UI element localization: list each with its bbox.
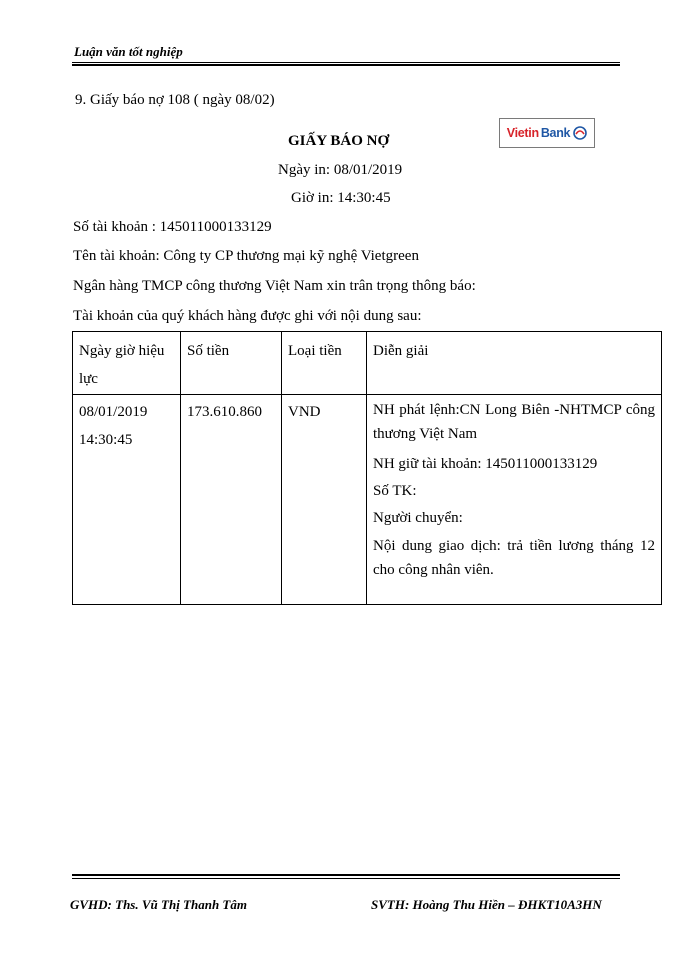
section-heading: 9. Giấy báo nợ 108 ( ngày 08/02) (75, 92, 275, 108)
footer-advisor: GVHD: Ths. Vũ Thị Thanh Tâm (70, 897, 247, 912)
logo-text-blue: Bank (540, 126, 571, 140)
desc-transaction-content: Nội dung giao dịch: trả tiền lương tháng 12 cho công nhân viên. (373, 538, 655, 578)
header-currency: Loại tiền (282, 332, 367, 395)
table-header-row (73, 332, 662, 395)
header-description: Diễn giải (367, 332, 662, 395)
desc-account-no: Số TK: (373, 483, 417, 499)
cell-description (367, 395, 662, 605)
bank-notice: Ngân hàng TMCP công thương Việt Nam xin trân trọng thông báo: (73, 278, 476, 294)
account-name: Tên tài khoản: Công ty CP thương mại kỹ nghệ Vietgreen (73, 248, 419, 264)
desc-holding-bank: NH giữ tài khoản: 145011000133129 (373, 456, 598, 472)
footer-rule-thick (72, 874, 620, 876)
cell-amount: 173.610.860 (181, 395, 282, 605)
cell-effective-datetime (73, 395, 181, 605)
print-time: Giờ in: 14:30:45 (291, 190, 391, 206)
footer-rule-thin (72, 878, 620, 879)
account-number: Số tài khoản : 145011000133129 (73, 219, 272, 235)
header-amount: Số tiền (181, 332, 282, 395)
header-effective-datetime: Ngày giờ hiệu lực (73, 332, 181, 395)
debit-notice-table (72, 331, 662, 605)
notice-title: GIẤY BÁO NỢ (288, 133, 390, 149)
print-date: Ngày in: 08/01/2019 (278, 162, 403, 178)
cell-currency: VND (282, 395, 367, 605)
header-rule-thin (72, 62, 620, 63)
vietinbank-logo (499, 118, 595, 148)
cell-time: 14:30:45 (79, 432, 133, 448)
account-intro: Tài khoản của quý khách hàng được ghi với nội dung sau: (73, 308, 422, 324)
cell-date: 08/01/2019 (79, 404, 148, 420)
table-row (73, 395, 662, 605)
header-rule-thick (72, 64, 620, 66)
logo-swirl-icon (573, 126, 587, 140)
footer-student: SVTH: Hoàng Thu Hiền – ĐHKT10A3HN (371, 897, 602, 912)
desc-sender: Người chuyển: (373, 510, 463, 526)
running-header: Luận văn tốt nghiệp (74, 44, 183, 59)
logo-text-red: Vietin (506, 126, 539, 140)
desc-ordering-bank: NH phát lệnh:CN Long Biên -NHTMCP công thương Việt Nam (373, 402, 655, 442)
